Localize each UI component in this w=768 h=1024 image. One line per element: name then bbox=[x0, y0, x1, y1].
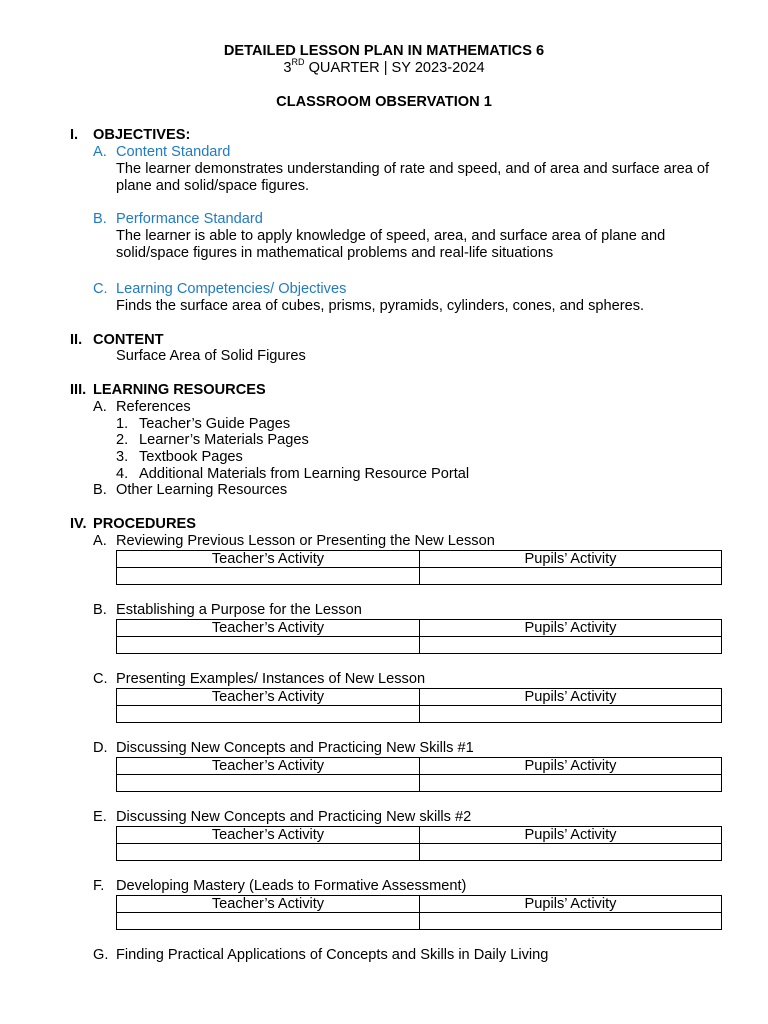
competencies-title: Learning Competencies/ Objectives bbox=[116, 281, 347, 297]
procedure-title: Finding Practical Applications of Concepts and Skills in Daily Living bbox=[116, 947, 549, 963]
content-text: Surface Area of Solid Figures bbox=[116, 348, 306, 364]
procedure-letter: F. bbox=[93, 878, 105, 894]
quarter-line bbox=[0, 57, 768, 77]
content-standard-title: Content Standard bbox=[116, 144, 231, 160]
reference-text: Teacher’s Guide Pages bbox=[139, 416, 291, 432]
competencies-text: Finds the surface area of cubes, prisms, pyramids, cylinders, cones, and spheres. bbox=[116, 298, 645, 314]
section-number-content: II. bbox=[70, 332, 83, 348]
table-row bbox=[117, 844, 722, 861]
activity-table bbox=[116, 688, 722, 723]
quarter-school-year: QUARTER | SY 2023-2024 bbox=[304, 60, 485, 76]
reference-number: 4. bbox=[116, 466, 129, 482]
competencies-letter: C. bbox=[93, 281, 108, 297]
table-header-row bbox=[117, 620, 722, 637]
reference-number: 2. bbox=[116, 432, 129, 448]
activity-table bbox=[116, 826, 722, 861]
quarter-number: 3 bbox=[283, 60, 292, 76]
teacher-activity-cell[interactable] bbox=[117, 568, 420, 585]
teacher-activity-cell[interactable] bbox=[117, 844, 420, 861]
table-header-row bbox=[117, 896, 722, 913]
content-standard-letter: A. bbox=[93, 144, 107, 160]
section-heading-content: CONTENT bbox=[93, 332, 164, 348]
pupils-activity-header: Pupils’ Activity bbox=[420, 551, 722, 568]
pupils-activity-cell[interactable] bbox=[420, 775, 722, 792]
teacher-activity-header: Teacher’s Activity bbox=[117, 758, 420, 775]
document-title: DETAILED LESSON PLAN IN MATHEMATICS 6 bbox=[223, 43, 545, 59]
activity-table bbox=[116, 895, 722, 930]
procedure-title: Developing Mastery (Leads to Formative Assessment) bbox=[116, 878, 467, 894]
table-row bbox=[117, 706, 722, 723]
table-header-row bbox=[117, 827, 722, 844]
other-resources-title: Other Learning Resources bbox=[116, 482, 288, 498]
other-resources-letter: B. bbox=[93, 482, 107, 498]
section-heading-objectives: OBJECTIVES: bbox=[93, 127, 191, 143]
quarter-superscript: RD bbox=[291, 57, 305, 68]
pupils-activity-header: Pupils’ Activity bbox=[420, 620, 722, 637]
reference-number: 3. bbox=[116, 449, 129, 465]
procedure-letter: A. bbox=[93, 533, 107, 549]
teacher-activity-header: Teacher’s Activity bbox=[117, 620, 420, 637]
procedure-letter: D. bbox=[93, 740, 108, 756]
section-heading-procedures: PROCEDURES bbox=[93, 516, 196, 532]
activity-table bbox=[116, 757, 722, 792]
teacher-activity-cell[interactable] bbox=[117, 775, 420, 792]
teacher-activity-header: Teacher’s Activity bbox=[117, 689, 420, 706]
section-heading-resources: LEARNING RESOURCES bbox=[93, 382, 266, 398]
procedure-title: Discussing New Concepts and Practicing New Skills #1 bbox=[116, 740, 474, 756]
reference-text: Additional Materials from Learning Resource Portal bbox=[139, 466, 470, 482]
procedure-title: Discussing New Concepts and Practicing New skills #2 bbox=[116, 809, 472, 825]
procedure-letter: B. bbox=[93, 602, 107, 618]
table-row bbox=[117, 637, 722, 654]
references-title: References bbox=[116, 399, 191, 415]
procedure-letter: E. bbox=[93, 809, 107, 825]
teacher-activity-cell[interactable] bbox=[117, 706, 420, 723]
teacher-activity-cell[interactable] bbox=[117, 637, 420, 654]
observation-title: CLASSROOM OBSERVATION 1 bbox=[276, 94, 492, 110]
section-number-procedures: IV. bbox=[70, 516, 87, 532]
procedure-letter: G. bbox=[93, 947, 109, 963]
teacher-activity-header: Teacher’s Activity bbox=[117, 896, 420, 913]
pupils-activity-header: Pupils’ Activity bbox=[420, 896, 722, 913]
pupils-activity-cell[interactable] bbox=[420, 706, 722, 723]
reference-number: 1. bbox=[116, 416, 129, 432]
procedure-letter: C. bbox=[93, 671, 108, 687]
activity-table bbox=[116, 550, 722, 585]
procedure-title: Reviewing Previous Lesson or Presenting the New Lesson bbox=[116, 533, 495, 549]
pupils-activity-header: Pupils’ Activity bbox=[420, 827, 722, 844]
teacher-activity-header: Teacher’s Activity bbox=[117, 551, 420, 568]
teacher-activity-header: Teacher’s Activity bbox=[117, 827, 420, 844]
reference-text: Textbook Pages bbox=[139, 449, 243, 465]
table-row bbox=[117, 568, 722, 585]
pupils-activity-cell[interactable] bbox=[420, 568, 722, 585]
pupils-activity-header: Pupils’ Activity bbox=[420, 758, 722, 775]
section-number-objectives: I. bbox=[70, 127, 79, 143]
table-row bbox=[117, 913, 722, 930]
pupils-activity-cell[interactable] bbox=[420, 637, 722, 654]
table-header-row bbox=[117, 758, 722, 775]
performance-standard-text: The learner is able to apply knowledge of speed, area, and surface area of plane and solid/space figures in mathematical problems and real-life situations bbox=[116, 228, 666, 261]
pupils-activity-cell[interactable] bbox=[420, 913, 722, 930]
table-header-row bbox=[117, 689, 722, 706]
reference-text: Learner’s Materials Pages bbox=[139, 432, 309, 448]
references-letter: A. bbox=[93, 399, 107, 415]
activity-table bbox=[116, 619, 722, 654]
performance-standard-title: Performance Standard bbox=[116, 211, 263, 227]
teacher-activity-cell[interactable] bbox=[117, 913, 420, 930]
procedure-title: Presenting Examples/ Instances of New Lesson bbox=[116, 671, 426, 687]
section-number-resources: III. bbox=[70, 382, 87, 398]
pupils-activity-header: Pupils’ Activity bbox=[420, 689, 722, 706]
pupils-activity-cell[interactable] bbox=[420, 844, 722, 861]
table-header-row bbox=[117, 551, 722, 568]
procedure-title: Establishing a Purpose for the Lesson bbox=[116, 602, 362, 618]
content-standard-text: The learner demonstrates understanding of rate and speed, and of area and surface area of plane and solid/space figures. bbox=[116, 161, 710, 194]
table-row bbox=[117, 775, 722, 792]
performance-standard-letter: B. bbox=[93, 211, 107, 227]
